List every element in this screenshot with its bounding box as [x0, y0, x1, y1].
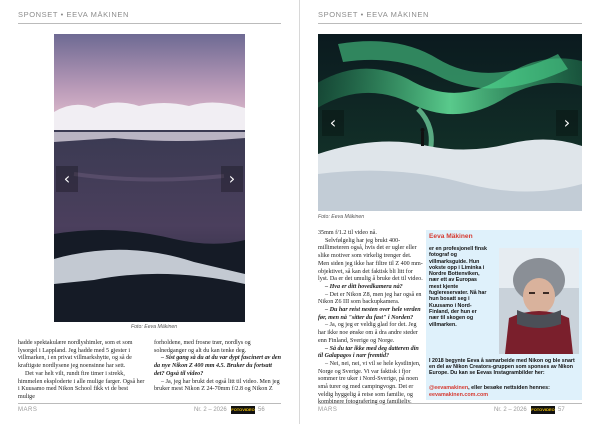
bio-text-extended: I 2018 begynte Eeva å samarbeide med Nikon og ble snart en del av Nikon Creators-gruppen som sponses av Nikon Europe. Du kan se Eevas Instagrambilder her: [429, 358, 575, 377]
chevron-right-icon: › [228, 169, 236, 188]
photographer-portrait [499, 248, 579, 354]
article-column-1 [318, 230, 423, 407]
page-footer [18, 403, 281, 415]
interview-question: – Sist gang så du at du var dypt fascinert av den da nye Nikon Z 400 mm 4.5. Bruker du fortsatt det? Også til video? [154, 355, 282, 377]
paragraph: hadde spektakulære nordlyshimler, som et som lysorgel i Lappland. Jeg hadde med 5 gjester i villmarken, i en privat villmarkshytte, og så de kraftigste nordlysene jeg noensinne har sett. [18, 340, 133, 370]
page-header: SPONSET • EEVA MÄKINEN [318, 10, 582, 24]
paragraph: 35mm f/1.2 til video nå. [318, 230, 377, 236]
chevron-right-icon: › [563, 113, 571, 132]
footer-issue: Nr. 2 – 2026 [494, 407, 527, 413]
magazine-logo: FOTOVIDEO [231, 407, 255, 412]
paragraph: Selvfølgelig har jeg brukt 400-millimeteren også, hvis det er ugler eller slike motiver som virkelig trenger det. Men siden jeg ikke har filtre til Z 400 mm-objektivet, så kan det faktisk bli litt for lyst. Da er det umulig å bruke det til video. [318, 237, 423, 283]
page-number: 56 [258, 407, 265, 413]
bio-name: Eeva Mäkinen [429, 233, 473, 240]
paragraph: – Ja, jeg har brukt det også litt til video. Men jeg bruker mest Nikon Z 24-70mm f/2.8 og Nikon Z [154, 378, 280, 393]
photo-caption: Foto: Eeva Mäkinen [318, 214, 365, 220]
footer-month: MARS [318, 407, 338, 413]
bio-text: er en profesjonell finsk fotograf og villmarksguide. Hun vokste opp i Liminka i Nordre Bottenviken, nær ett av Europas mest kjente fuglereservater. Nå har hun bosatt seg i Kuusamo i Nord-Finland, der hun er nær til skogen og villmarken. [429, 246, 487, 328]
interview-question: – Du har reist nesten over hele verden før, men nå "sitter du fast" i Norden? [318, 307, 421, 321]
bio-links [429, 385, 550, 391]
interview-question: – Hva er ditt hovedkamera nå? [325, 283, 403, 290]
gallery-prev-button[interactable] [322, 110, 344, 136]
footer-issue: Nr. 2 – 2026 [194, 407, 227, 413]
chevron-left-icon: ‹ [63, 169, 71, 188]
article-column-1 [18, 340, 146, 402]
magazine-logo: FOTOVIDEO [531, 407, 555, 412]
winter-landscape-photo [54, 34, 245, 322]
chevron-left-icon: ‹ [329, 113, 337, 132]
article-column-2 [154, 340, 282, 394]
gallery-next-button[interactable] [556, 110, 578, 136]
photographer-bio-box [426, 230, 582, 400]
paragraph: forholdene, med frosne trær, nordlys og solnedganger og alt du kan tenke deg. [154, 340, 251, 354]
paragraph: Det var helt vilt, rundt fire timer i strekk, himmelen eksploderte i alle mulige farger. Også her i Kuusamo med Nikon School fikk vi de best mulige [18, 370, 145, 400]
photo-caption: Foto: Eeva Mäkinen [131, 324, 178, 330]
aurora-photo [318, 34, 582, 211]
page-header: SPONSET • EEVA MÄKINEN [18, 10, 281, 24]
footer-month: MARS [18, 407, 38, 413]
paragraph: – Ja, og jeg er veldig glad for det. Jeg har ikke noe ønske om å dra andre steder enn Finland, Sverige og Norge. [318, 322, 418, 344]
website-link[interactable]: eevamakinen.com.com [429, 392, 489, 398]
paragraph: – Nei, nei, nei, vi vil se hele kystlinjen, Norge og Sverige. Vi var faktisk i fjor sommer tre uker i Nord-Sverige, på noen små turer og med campingvogn. Det er veldig hyggelig å reise som familie, og kombinere fotografering og familieliv. [318, 360, 421, 406]
page-number: 57 [558, 407, 565, 413]
paragraph: – Det er Nikon Z8, men jeg har også en Nikon Z6 III som backupkamera. [318, 291, 422, 306]
gallery-next-button[interactable] [221, 166, 243, 192]
page-footer [318, 403, 582, 415]
gallery-prev-button[interactable] [56, 166, 78, 192]
interview-question: – Så du tar ikke med deg datteren din til Galapagos i nær fremtid? [318, 345, 419, 360]
bio-follow-text: , eller besøke nettsiden hennes: [468, 385, 550, 391]
instagram-link[interactable]: @eevamakinen [429, 385, 469, 391]
